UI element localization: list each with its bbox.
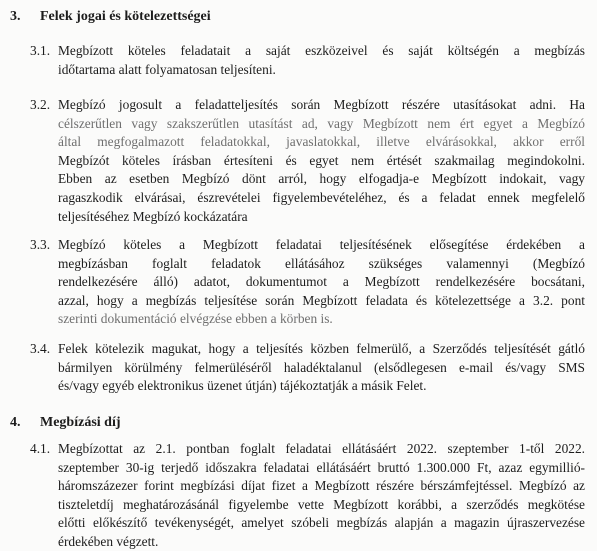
section-3-heading bbox=[10, 8, 211, 26]
paragraph-text bbox=[58, 96, 585, 226]
text-line: bármilyen körülmény felmerüléséről haladéktalanul (elsődlegesen e-mail és/vagy SMS bbox=[58, 359, 585, 375]
paragraph-3-3 bbox=[30, 236, 585, 329]
text-line: megbízásban foglalt feladatok ellátásához szükséges valamennyi (Megbízó bbox=[58, 255, 585, 271]
text-line: Megbízót köteles írásban értesíteni és egyet nem értését szakmailag megindokolni. bbox=[58, 152, 585, 168]
text-line: szeptember 30-ig terjedő időszakra feladatai ellátásáért bruttó 1.300.000 Ft, azaz egymillió- bbox=[58, 459, 585, 475]
text-line: által megfogalmazott feladatokkal, javaslatokkal, illetve elvárásokkal, akkor erről bbox=[58, 134, 585, 150]
text-line: szerinti dokumentáció elvégzése ebben a körben is. bbox=[58, 311, 333, 327]
text-line: Megbízottat az 2.1. pontban foglalt feladatai ellátásáért 2022. szeptember 1-től 2022. bbox=[58, 441, 585, 456]
text-line: teljesítéséhez Megbízó kockázatára bbox=[58, 208, 248, 224]
paragraph-4-1 bbox=[30, 440, 585, 552]
text-line: Megbízó köteles a Megbízott feladatai teljesítésének elősegítése érdekében a bbox=[58, 237, 585, 252]
paragraph-3-2 bbox=[30, 96, 585, 226]
paragraph-number: 4.1. bbox=[30, 441, 51, 456]
text-line: Megbízott köteles feladatait a saját eszközeivel és saját költségén a megbízás bbox=[58, 43, 585, 58]
text-line: időtartama alatt folyamatosan teljesíteni. bbox=[58, 61, 276, 77]
paragraph-number: 3.2. bbox=[30, 97, 51, 112]
paragraph-text bbox=[58, 340, 585, 396]
section-title: Megbízási díj bbox=[40, 415, 121, 430]
paragraph-3-1 bbox=[30, 42, 585, 79]
section-number: 4. bbox=[10, 415, 21, 430]
text-line: célszerűtlen vagy szakszerűtlen utasítást ad, vagy Megbízott nem ért egyet a Megbízó bbox=[58, 115, 585, 131]
section-number: 3. bbox=[10, 9, 21, 24]
paragraph-number: 3.1. bbox=[30, 43, 51, 58]
text-line: háromszázezer forint megbízási díjat fizet a Megbízott részére bérszámfejtéssel. Megbízó az bbox=[58, 478, 585, 494]
paragraph-number: 3.4. bbox=[30, 341, 51, 356]
text-line: azzal, hogy a megbízás teljesítése során Megbízott feladata és kötelezettsége a 3.2. pont bbox=[58, 292, 585, 308]
text-line: tiszteletdíj meghatározásánál figyelembe vette Megbízott korábbi, a szerződés megkötése bbox=[58, 496, 585, 512]
text-line: és/vagy egyéb elektronikus üzenet útján) tájékoztatják a másik Felet. bbox=[58, 378, 427, 394]
text-line: Megbízó jogosult a feladatteljesítés során Megbízott részére utasításokat adni. Ha bbox=[58, 97, 585, 112]
paragraph-text bbox=[58, 440, 585, 552]
text-line: érdekében végzett. bbox=[58, 533, 159, 549]
text-line: ragaszkodik elvárásai, észrevételei figyelembevételéhez, és a feladat ennek megfelelő bbox=[58, 189, 585, 205]
text-line: előtti előkészítő tevékenységét, amelyet szóbeli megbízás alapján a magazin újraszervezése bbox=[58, 515, 585, 531]
text-line: Ebben az esetben Megbízó dönt arról, hogy elfogadja-e Megbízott indokait, vagy bbox=[58, 171, 585, 187]
paragraph-text bbox=[58, 236, 585, 329]
section-title: Felek jogai és kötelezettségei bbox=[40, 9, 211, 24]
section-4-heading bbox=[10, 414, 121, 432]
paragraph-text bbox=[58, 42, 585, 79]
paragraph-number: 3.3. bbox=[30, 237, 51, 252]
paragraph-3-4 bbox=[30, 340, 585, 396]
text-line: rendelkezésére álló) adatot, dokumentumot a Megbízott rendelkezésére bocsátani, bbox=[58, 274, 585, 290]
text-line: Felek kötelezik magukat, hogy a teljesítés közben felmerülő, a Szerződés teljesítését gátló bbox=[58, 341, 585, 356]
